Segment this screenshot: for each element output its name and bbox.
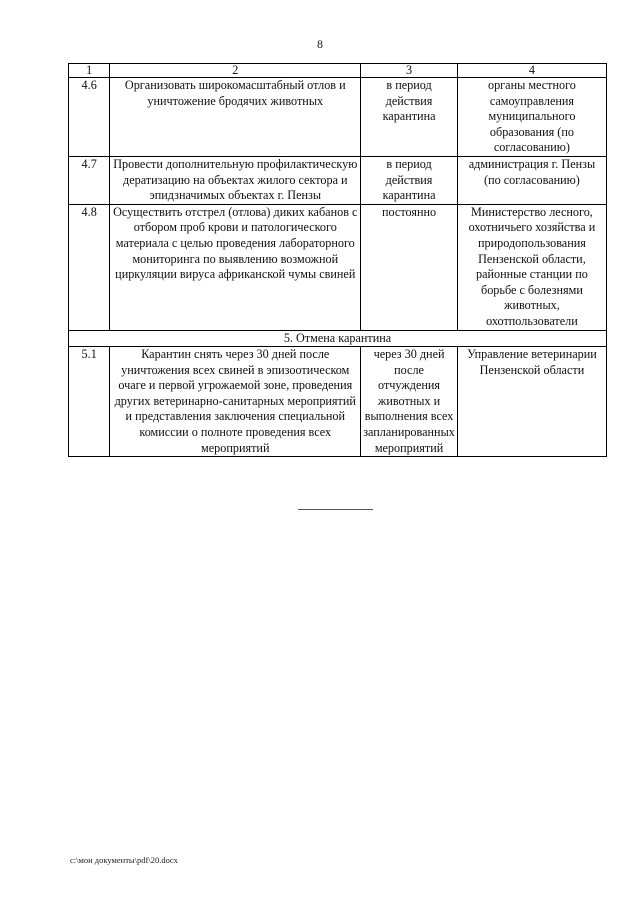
header-col-1: 1	[69, 64, 110, 78]
table-row	[69, 78, 607, 157]
section-title: 5. Отмена карантина	[69, 330, 607, 347]
row-term: через 30 дней после отчуждения животных и выполнения всех запланированных мероприятий	[361, 347, 458, 457]
table-header-row	[69, 64, 607, 78]
row-term: в период действия карантина	[361, 78, 458, 157]
table-row	[69, 156, 607, 204]
table-row	[69, 347, 607, 457]
row-responsible: администрация г. Пензы (по согласованию)	[457, 156, 606, 204]
header-col-3: 3	[361, 64, 458, 78]
row-responsible: органы местного самоуправления муниципального образования (по согласованию)	[457, 78, 606, 157]
row-action: Провести дополнительную профилактическую дератизацию на объектах жилого сектора и эпидзначимых объектах г. Пензы	[110, 156, 361, 204]
header-col-4: 4	[457, 64, 606, 78]
page-number: 8	[317, 37, 323, 51]
row-number: 4.7	[69, 156, 110, 204]
row-number: 4.6	[69, 78, 110, 157]
measures-table	[68, 63, 607, 457]
row-term: постоянно	[361, 204, 458, 330]
footer-file-path: c:\мои документы\pdf\20.docx	[70, 855, 178, 865]
row-term: в период действия карантина	[361, 156, 458, 204]
row-responsible: Министерство лесного, охотничьего хозяйства и природопользования Пензенской области, районные станции по борьбе с болезнями животных, охотпользователи	[457, 204, 606, 330]
row-responsible: Управление ветеринарии Пензенской области	[457, 347, 606, 457]
row-action: Карантин снять через 30 дней после уничтожения всех свиней в эпизоотическом очаге и первой угрожаемой зоне, проведения других ветеринарно-санитарных мероприятий и представления заключения специальной комиссии о полноте проведения всех мероприятий	[110, 347, 361, 457]
section-heading-row	[69, 330, 607, 347]
header-col-2: 2	[110, 64, 361, 78]
table-row	[69, 204, 607, 330]
row-number: 5.1	[69, 347, 110, 457]
row-number: 4.8	[69, 204, 110, 330]
row-action: Осуществить отстрел (отлова) диких кабанов с отбором проб крови и патологического материала с целью проведения лабораторного мониторинга по выявлению возможной циркуляции вируса африканской чумы свиней	[110, 204, 361, 330]
separator-line	[298, 509, 373, 510]
row-action: Организовать широкомасштабный отлов и уничтожение бродячих животных	[110, 78, 361, 157]
